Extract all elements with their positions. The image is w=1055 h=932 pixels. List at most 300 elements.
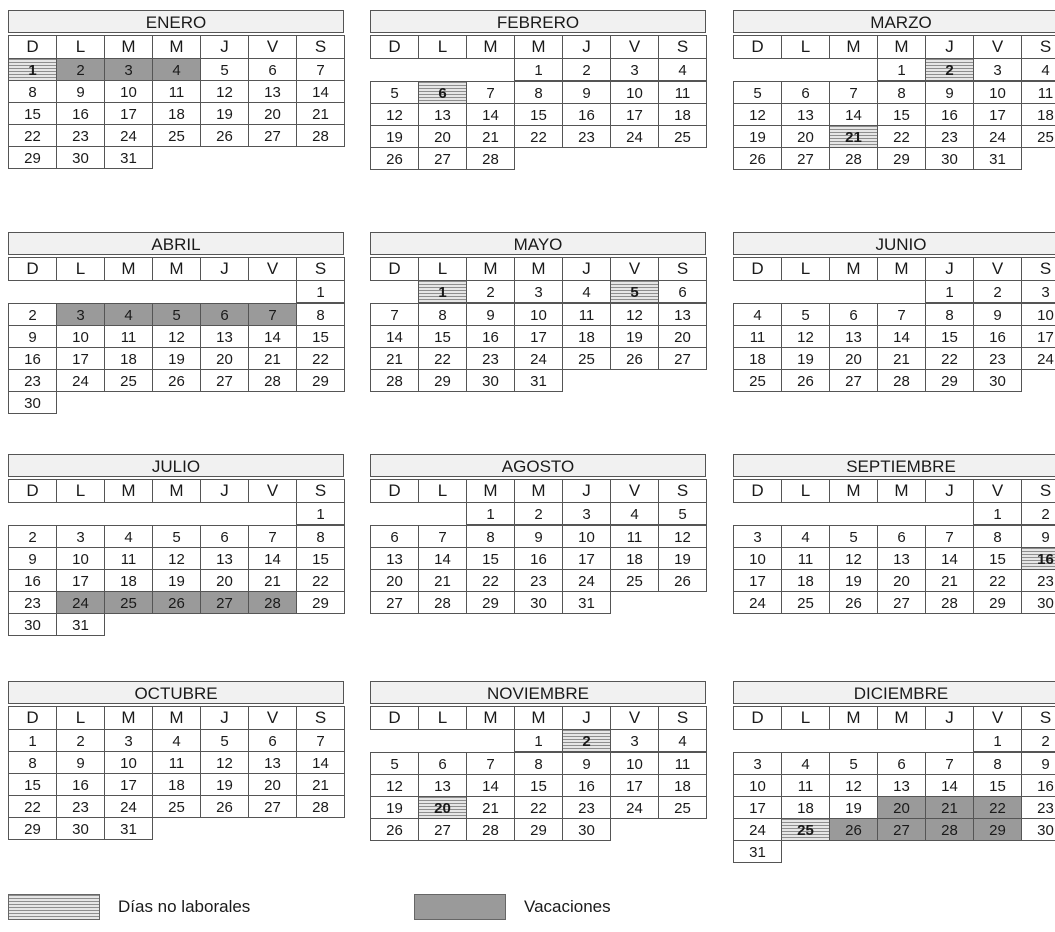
day-cell: 18 [562,325,611,348]
day-cell: 3 [56,525,105,548]
day-cell: 15 [514,103,563,126]
weekday-header: M [514,479,563,503]
day-cell: 19 [370,796,419,819]
day-cell: 29 [514,818,563,841]
empty-cell [56,280,104,303]
day-cell: 2 [8,303,57,326]
day-cell: 13 [418,103,467,126]
day-cell: 13 [877,547,926,570]
day-cell: 21 [370,347,419,370]
day-cell: 15 [8,773,57,796]
day-cell: 26 [733,147,782,170]
weekday-header: L [781,257,830,281]
empty-cell [733,729,781,752]
empty-cell [733,280,781,303]
weekday-header: S [1021,35,1055,59]
day-cell: 13 [877,774,926,797]
day-cell: 6 [418,752,467,775]
weekday-header: J [925,479,974,503]
day-cell: 27 [877,591,926,614]
day-cell: 8 [296,303,345,326]
day-cell: 19 [200,102,249,125]
empty-cell [733,502,781,525]
day-cell: 20 [418,125,467,148]
empty-cell [829,58,877,81]
day-cell: 9 [466,303,515,326]
empty-cell [418,502,466,525]
day-cell: 30 [925,147,974,170]
day-cell: 11 [658,81,707,104]
day-cell: 17 [610,103,659,126]
day-cell: 25 [152,124,201,147]
weekday-header: D [370,257,419,281]
day-cell: 20 [200,569,249,592]
month-abril [8,232,344,413]
day-cell: 5 [829,752,878,775]
day-cell: 3 [514,280,563,303]
day-cell: 28 [418,591,467,614]
weekday-header: J [200,257,249,281]
day-cell: 27 [418,147,467,170]
weekday-header: M [104,35,153,59]
empty-cell [781,502,829,525]
day-cell: 17 [104,773,153,796]
day-cell: 1 [514,729,563,752]
day-cell: 14 [925,774,974,797]
day-cell: 8 [466,525,515,548]
day-cell: 22 [877,125,926,148]
day-cell: 22 [925,347,974,370]
day-cell: 30 [466,369,515,392]
weekday-header: J [925,257,974,281]
weekday-header: L [56,35,105,59]
day-cell: 6 [370,525,419,548]
day-cell: 28 [370,369,419,392]
day-cell: 10 [733,774,782,797]
day-cell: 28 [466,818,515,841]
day-cell: 12 [829,547,878,570]
day-cell: 22 [514,796,563,819]
day-cell: 14 [418,547,467,570]
weekday-header: M [152,257,201,281]
weekday-header: M [104,257,153,281]
day-cell: 29 [296,591,345,614]
day-cell: 14 [296,80,345,103]
day-cell: 5 [370,81,419,104]
day-cell: 24 [733,818,782,841]
day-cell: 15 [877,103,926,126]
weekday-header: S [658,257,707,281]
day-cell: 6 [781,81,830,104]
day-cell: 28 [925,591,974,614]
day-cell: 13 [781,103,830,126]
non-working-day-cell: 2 [562,729,611,752]
day-cell: 30 [562,818,611,841]
empty-cell [200,502,248,525]
day-cell: 25 [658,125,707,148]
weekday-header: D [8,706,57,730]
day-cell: 13 [370,547,419,570]
vacation-day-cell: 26 [829,818,878,841]
day-cell: 19 [781,347,830,370]
vacation-day-cell: 2 [56,58,105,81]
weekday-header: V [610,479,659,503]
day-cell: 4 [104,525,153,548]
day-cell: 5 [829,525,878,548]
day-cell: 9 [973,303,1022,326]
day-cell: 18 [733,347,782,370]
day-cell: 23 [562,125,611,148]
day-cell: 8 [514,81,563,104]
month-title: JUNIO [733,232,1055,255]
day-cell: 20 [370,569,419,592]
day-cell: 4 [781,752,830,775]
day-cell: 13 [248,751,297,774]
day-cell: 13 [658,303,707,326]
day-cell: 14 [466,774,515,797]
day-cell: 12 [152,547,201,570]
day-cell: 30 [1021,818,1055,841]
day-cell: 23 [1021,796,1055,819]
day-cell: 24 [733,591,782,614]
day-cell: 4 [733,303,782,326]
day-cell: 23 [8,369,57,392]
day-cell: 9 [56,80,105,103]
day-cell: 2 [8,525,57,548]
empty-cell [781,58,829,81]
day-cell: 2 [466,280,515,303]
weekday-header: M [152,35,201,59]
month-title: SEPTIEMBRE [733,454,1055,477]
month-title: NOVIEMBRE [370,681,706,704]
empty-cell [248,502,296,525]
month-grid [370,257,706,391]
day-cell: 21 [248,569,297,592]
day-cell: 15 [418,325,467,348]
empty-cell [466,729,514,752]
vacation-day-cell: 28 [925,818,974,841]
empty-cell [8,502,56,525]
day-cell: 21 [418,569,467,592]
month-title: DICIEMBRE [733,681,1055,704]
weekday-header: S [1021,706,1055,730]
day-cell: 22 [514,125,563,148]
weekday-header: M [466,35,515,59]
weekday-header: L [418,257,467,281]
empty-cell [8,280,56,303]
empty-cell [877,502,925,525]
day-cell: 22 [418,347,467,370]
day-cell: 5 [200,729,249,752]
day-cell: 30 [1021,591,1055,614]
weekday-header: M [152,479,201,503]
day-cell: 17 [610,774,659,797]
vacation-day-cell: 27 [877,818,926,841]
day-cell: 4 [658,729,707,752]
day-cell: 3 [1021,280,1055,303]
day-cell: 17 [733,569,782,592]
weekday-header: M [104,706,153,730]
day-cell: 7 [466,752,515,775]
vacation-day-cell: 3 [56,303,105,326]
day-cell: 25 [610,569,659,592]
day-cell: 6 [877,525,926,548]
day-cell: 20 [248,102,297,125]
weekday-header: D [733,35,782,59]
day-cell: 23 [8,591,57,614]
weekday-header: V [610,257,659,281]
day-cell: 22 [8,795,57,818]
weekday-header: D [8,257,57,281]
day-cell: 3 [610,729,659,752]
day-cell: 17 [973,103,1022,126]
day-cell: 10 [514,303,563,326]
empty-cell [418,729,466,752]
day-cell: 18 [658,774,707,797]
empty-cell [152,280,200,303]
weekday-header: L [418,35,467,59]
day-cell: 6 [200,525,249,548]
non-working-day-cell: 21 [829,125,878,148]
day-cell: 5 [370,752,419,775]
day-cell: 4 [658,58,707,81]
weekday-header: L [418,479,467,503]
empty-cell [248,280,296,303]
day-cell: 9 [514,525,563,548]
vacation-day-cell: 29 [973,818,1022,841]
empty-cell [829,280,877,303]
empty-cell [104,502,152,525]
day-cell: 14 [248,325,297,348]
day-cell: 16 [562,774,611,797]
day-cell: 3 [733,525,782,548]
day-cell: 9 [8,547,57,570]
empty-cell [104,280,152,303]
weekday-header: J [562,35,611,59]
day-cell: 9 [562,81,611,104]
vacation-day-cell: 21 [925,796,974,819]
day-cell: 19 [152,347,201,370]
day-cell: 12 [152,325,201,348]
day-cell: 10 [733,547,782,570]
weekday-header: M [152,706,201,730]
weekday-header: J [562,706,611,730]
day-cell: 28 [296,124,345,147]
non-working-day-cell: 5 [610,280,659,303]
empty-cell [925,502,973,525]
day-cell: 19 [200,773,249,796]
day-cell: 24 [973,125,1022,148]
day-cell: 18 [781,569,830,592]
day-cell: 18 [781,796,830,819]
vacation-label: Vacaciones [524,897,611,916]
day-cell: 27 [200,369,249,392]
day-cell: 28 [466,147,515,170]
day-cell: 28 [877,369,926,392]
weekday-header: L [418,706,467,730]
day-cell: 15 [925,325,974,348]
weekday-header: D [733,479,782,503]
day-cell: 25 [562,347,611,370]
weekday-header: M [877,257,926,281]
day-cell: 23 [1021,569,1055,592]
day-cell: 29 [418,369,467,392]
empty-cell [877,280,925,303]
day-cell: 4 [610,502,659,525]
day-cell: 3 [562,502,611,525]
day-cell: 5 [658,502,707,525]
day-cell: 7 [296,58,345,81]
day-cell: 29 [973,591,1022,614]
weekday-header: D [733,257,782,281]
day-cell: 25 [1021,125,1055,148]
non-working-day-cell: 6 [418,81,467,104]
day-cell: 23 [56,795,105,818]
day-cell: 8 [973,525,1022,548]
month-noviembre [370,681,706,840]
non-working-day-cell: 25 [781,818,830,841]
day-cell: 27 [781,147,830,170]
weekday-header: S [296,706,345,730]
day-cell: 5 [781,303,830,326]
day-cell: 7 [925,525,974,548]
day-cell: 25 [152,795,201,818]
day-cell: 25 [658,796,707,819]
day-cell: 18 [152,773,201,796]
day-cell: 30 [56,817,105,840]
day-cell: 7 [829,81,878,104]
day-cell: 10 [1021,303,1055,326]
non-working-label: Días no laborales [118,897,251,916]
weekday-header: S [1021,479,1055,503]
day-cell: 16 [8,569,57,592]
day-cell: 6 [658,280,707,303]
day-cell: 23 [925,125,974,148]
weekday-header: V [248,706,297,730]
day-cell: 7 [248,525,297,548]
day-cell: 12 [829,774,878,797]
weekday-header: J [200,35,249,59]
month-grid [8,35,344,168]
weekday-header: J [562,257,611,281]
weekday-header: V [973,479,1022,503]
empty-cell [733,58,781,81]
weekday-header: D [370,35,419,59]
day-cell: 9 [925,81,974,104]
day-cell: 14 [877,325,926,348]
empty-cell [370,502,418,525]
weekday-header: L [56,706,105,730]
vacation-day-cell: 6 [200,303,249,326]
day-cell: 19 [733,125,782,148]
weekday-header: D [8,35,57,59]
non-working-day-cell: 1 [8,58,57,81]
day-cell: 13 [248,80,297,103]
day-cell: 24 [56,369,105,392]
day-cell: 11 [781,547,830,570]
day-cell: 20 [877,569,926,592]
day-cell: 8 [418,303,467,326]
day-cell: 8 [925,303,974,326]
month-grid [733,479,1055,613]
day-cell: 13 [200,325,249,348]
day-cell: 13 [829,325,878,348]
month-grid [733,706,1055,862]
day-cell: 16 [56,773,105,796]
day-cell: 20 [248,773,297,796]
weekday-header: V [248,479,297,503]
vacation-day-cell: 28 [248,591,297,614]
day-cell: 11 [658,752,707,775]
weekday-header: J [925,35,974,59]
day-cell: 10 [104,751,153,774]
day-cell: 27 [658,347,707,370]
day-cell: 12 [200,80,249,103]
day-cell: 15 [973,547,1022,570]
weekday-header: J [200,706,249,730]
weekday-header: M [829,35,878,59]
day-cell: 23 [973,347,1022,370]
empty-cell [418,58,466,81]
day-cell: 26 [781,369,830,392]
day-cell: 18 [658,103,707,126]
day-cell: 27 [248,124,297,147]
day-cell: 28 [296,795,345,818]
day-cell: 3 [733,752,782,775]
day-cell: 11 [1021,81,1055,104]
month-title: AGOSTO [370,454,706,477]
month-agosto [370,454,706,613]
day-cell: 11 [781,774,830,797]
weekday-header: S [658,706,707,730]
day-cell: 29 [8,146,57,169]
day-cell: 17 [733,796,782,819]
month-title: ABRIL [8,232,344,255]
day-cell: 27 [248,795,297,818]
day-cell: 24 [514,347,563,370]
day-cell: 21 [296,102,345,125]
day-cell: 11 [104,547,153,570]
day-cell: 15 [514,774,563,797]
day-cell: 10 [562,525,611,548]
day-cell: 9 [8,325,57,348]
weekday-header: S [296,479,345,503]
day-cell: 2 [973,280,1022,303]
day-cell: 20 [829,347,878,370]
empty-cell [877,729,925,752]
day-cell: 10 [973,81,1022,104]
day-cell: 20 [658,325,707,348]
day-cell: 9 [1021,752,1055,775]
day-cell: 8 [973,752,1022,775]
day-cell: 19 [152,569,201,592]
day-cell: 21 [925,569,974,592]
day-cell: 23 [562,796,611,819]
day-cell: 4 [562,280,611,303]
month-diciembre [733,681,1055,862]
day-cell: 23 [466,347,515,370]
day-cell: 1 [296,280,345,303]
weekday-header: M [829,706,878,730]
vacation-swatch [414,894,506,920]
day-cell: 30 [8,391,57,414]
weekday-header: V [248,35,297,59]
day-cell: 6 [248,58,297,81]
vacation-day-cell: 20 [877,796,926,819]
day-cell: 4 [1021,58,1055,81]
day-cell: 14 [248,547,297,570]
month-octubre [8,681,344,839]
